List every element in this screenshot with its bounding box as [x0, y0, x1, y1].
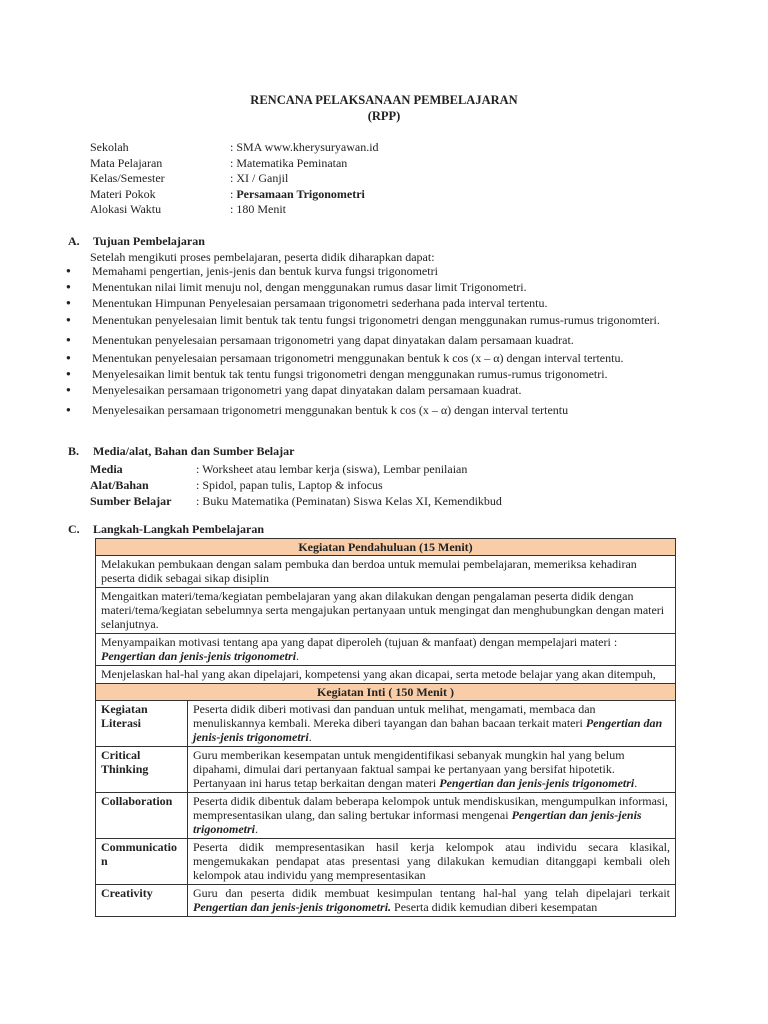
table-cell: Melakukan pembukaan dengan salam pembuka dan berdoa untuk memulai pembelajaran, memeriksa kehadiran peserta didik sebagai sikap disiplin — [96, 556, 676, 588]
media-block — [90, 461, 502, 509]
table-cell: Guru dan peserta didik membuat kesimpulan tentang hal-hal yang telah dipelajari terkait Pengertian dan jenis-jenis trigonometri. Peserta didik kemudian diberi kesempatan — [188, 885, 676, 917]
media-row: Media : Worksheet atau lembar kerja (siswa), Lembar penilaian — [90, 462, 468, 476]
list-item: ● Menentukan penyelesaian persamaan trigonometri yang dapat dinyatakan dalam persamaan kuadrat. — [66, 333, 666, 347]
row-label: Collaboration — [96, 793, 188, 839]
table-row — [96, 684, 676, 701]
sumber-belajar-row: Sumber Belajar : Buku Matematika (Peminatan) Siswa Kelas XI, Kemendikbud — [90, 494, 502, 508]
info-row-sekolah: Sekolah : SMA www.kherysuryawan.id — [90, 140, 379, 154]
document-title: RENCANA PELAKSANAAN PEMBELAJARAN — [250, 93, 518, 107]
info-row-alokasi-waktu: Alokasi Waktu : 180 Menit — [90, 202, 286, 216]
table-row — [96, 539, 676, 556]
list-item: ● Menyelesaikan persamaan trigonometri menggunakan bentuk k cos (x – α) dengan interval tertentu — [66, 403, 666, 417]
section-c-heading: C. Langkah-Langkah Pembelajaran — [68, 522, 265, 536]
alat-bahan-row: Alat/Bahan : Spidol, papan tulis, Laptop & infocus — [90, 478, 383, 492]
list-item: ● Menentukan penyelesaian persamaan trigonometri menggunakan bentuk k cos (x – α) dengan interval tertentu. — [66, 351, 666, 365]
document-subtitle: (RPP) — [367, 109, 401, 123]
table-cell: Guru memberikan kesempatan untuk mengidentifikasi sebanyak mungkin hal yang belum dipahami, dimulai dari pertanyaan faktual sampai ke pertanyaan yang bersifat hipotetik. Pertanyaan ini harus tetap berkaitan dengan materi Pengertian dan jenis-jenis trigonometri. — [188, 747, 676, 793]
table-row — [96, 666, 676, 684]
inti-header: Kegiatan Inti ( 150 Menit ) — [96, 684, 676, 701]
table-row — [96, 839, 676, 885]
table-row — [96, 747, 676, 793]
table-cell: Peserta didik mempresentasikan hasil kerja kelompok atau individu secara klasikal, mengemukakan pendapat atas presentasi yang dilakukan kemudian ditanggapi kembali oleh kelompok atau individu yang mempresentasikan — [188, 839, 676, 885]
table-row — [96, 634, 676, 666]
table-row — [96, 588, 676, 634]
table-row — [96, 556, 676, 588]
list-item: ● Menyelesaikan limit bentuk tak tentu fungsi trigonometri dengan menggunakan rumus-rumus trigonometri. — [66, 367, 666, 381]
list-item: ● Menentukan penyelesaian limit bentuk tak tentu fungsi trigonometri dengan menggunakan rumus-rumus trigonomteri. — [66, 313, 666, 327]
objectives-list — [66, 264, 666, 417]
steps-table — [95, 538, 676, 917]
section-a-intro: Setelah mengikuti proses pembelajaran, peserta didik diharapkan dapat: — [90, 250, 435, 264]
table-row — [96, 793, 676, 839]
row-label: Communication — [96, 839, 188, 885]
info-row-mata-pelajaran: Mata Pelajaran : Matematika Peminatan — [90, 155, 348, 170]
list-item: ● Menyelesaikan persamaan trigonometri yang dapat dinyatakan dalam persamaan kuadrat. — [66, 383, 666, 397]
row-label: Kegiatan Literasi — [96, 701, 188, 747]
section-a-heading: A. Tujuan Pembelajaran — [68, 234, 205, 248]
table-cell: Menyampaikan motivasi tentang apa yang dapat diperoleh (tujuan & manfaat) dengan mempelajari materi : Pengertian dan jenis-jenis trigonometri. — [96, 634, 676, 666]
table-cell: Peserta didik diberi motivasi dan panduan untuk melihat, mengamati, membaca dan menuliskannya kembali. Mereka diberi tayangan dan bahan bacaan terkait materi Pengertian dan jenis-jenis trigonometri. — [188, 701, 676, 747]
table-cell: Menjelaskan hal-hal yang akan dipelajari, kompetensi yang akan dicapai, serta metode belajar yang akan ditempuh, — [96, 666, 676, 684]
section-b-heading: B. Media/alat, Bahan dan Sumber Belajar — [68, 444, 295, 458]
list-item: ● Menentukan Himpunan Penyelesaian persamaan trigonometri sederhana pada interval tertentu. — [66, 296, 666, 310]
identity-block — [90, 140, 379, 218]
table-row — [96, 701, 676, 747]
info-row-materi-pokok: Materi Pokok : Persamaan Trigonometri — [90, 186, 365, 201]
table-cell: Peserta didik dibentuk dalam beberapa kelompok untuk mendiskusikan, mengumpulkan informasi, mempresentasikan ulang, dan saling bertukar informasi mengenai Pengertian dan jenis-jenis trigonometri. — [188, 793, 676, 839]
list-item: ● Menentukan nilai limit menuju nol, dengan menggunakan rumus dasar limit Trigonometri. — [66, 280, 666, 294]
pendahuluan-header: Kegiatan Pendahuluan (15 Menit) — [96, 539, 676, 556]
row-label: Creativity — [96, 885, 188, 917]
row-label: Critical Thinking — [96, 747, 188, 793]
info-row-kelas: Kelas/Semester : XI / Ganjil — [90, 171, 289, 185]
table-cell: Mengaitkan materi/tema/kegiatan pembelajaran yang akan dilakukan dengan pengalaman peserta didik dengan materi/tema/kegiatan sebelumnya serta mengajukan pertanyaan untuk mengingat dan menghubungkan dengan materi selanjutnya. — [96, 588, 676, 634]
table-row — [96, 885, 676, 917]
list-item: ● Memahami pengertian, jenis-jenis dan bentuk kurva fungsi trigonometri — [66, 264, 666, 278]
